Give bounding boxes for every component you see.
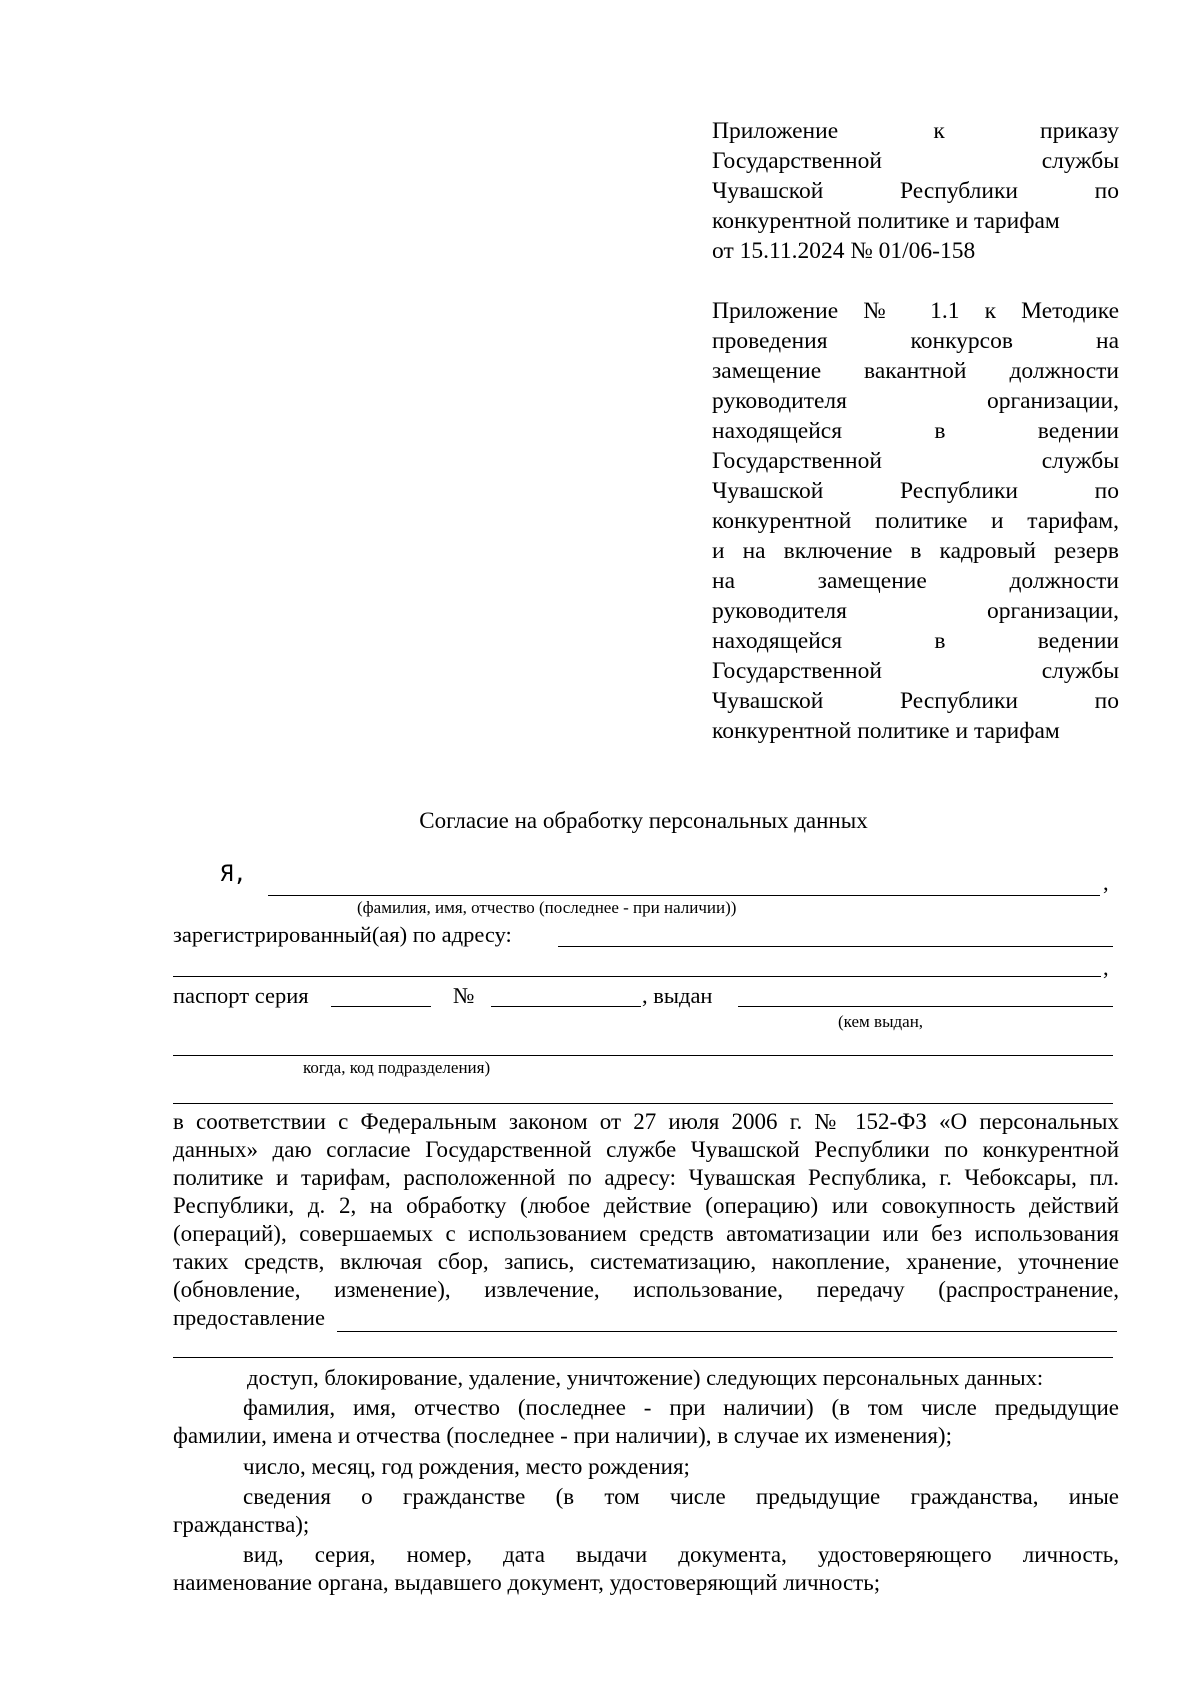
issued-by-field-continued[interactable] xyxy=(173,1055,1113,1056)
appendix-methodology-reference xyxy=(712,296,1119,746)
item-line: сведения о гражданстве (в том числе предыдущие гражданства, иные xyxy=(243,1484,1119,1509)
personal-data-item xyxy=(173,1394,1119,1450)
consent-line: (операций), совершаемых с использованием средств автоматизации или без использования xyxy=(173,1221,1119,1246)
header2-line: Государственной службы xyxy=(712,658,1119,684)
header1-line: Приложение к приказу xyxy=(712,118,1119,144)
consent-line: данных» даю согласие Государственной службе Чувашской Республики по конкурентной xyxy=(173,1137,1119,1162)
provision-field-continued[interactable] xyxy=(173,1357,1113,1358)
consent-line: политике и тарифам, расположенной по адресу: Чувашская Республика, г. Чебоксары, пл. xyxy=(173,1165,1119,1190)
issued-label: , выдан xyxy=(642,983,713,1008)
header2-line: проведения конкурсов на xyxy=(712,328,1119,354)
address-field[interactable] xyxy=(558,946,1113,947)
consent-line: Республики, д. 2, на обработку (любое действие (операцию) или совокупность действий xyxy=(173,1193,1119,1218)
fio-field[interactable] xyxy=(268,895,1100,896)
consent-line: (обновление, изменение), извлечение, использование, передачу (распространение, xyxy=(173,1277,1119,1302)
address-field-continued[interactable] xyxy=(173,976,1101,977)
header2-line: Государственной службы xyxy=(712,448,1119,474)
item-line: наименование органа, выдавшего документ, удостоверяющий личность; xyxy=(173,1570,881,1595)
fio-hint: (фамилия, имя, отчество (последнее - при наличии)) xyxy=(357,898,737,917)
issued-by-hint: (кем выдан, xyxy=(838,1012,924,1031)
number-sign: № xyxy=(453,983,475,1008)
header1-line: Государственной службы xyxy=(712,148,1119,174)
comma: , xyxy=(1103,870,1109,895)
document-title: Согласие на обработку персональных данных xyxy=(419,808,868,833)
header2-line: руководителя организации, xyxy=(712,388,1119,414)
header2-line: Приложение № 1.1 к Методике xyxy=(712,298,1119,324)
header2-line: и на включение в кадровый резерв xyxy=(712,538,1119,564)
consent-line: таких средств, включая сбор, запись, систематизацию, накопление, хранение, уточнение xyxy=(173,1249,1119,1274)
header1-line: конкурентной политике и тарифам xyxy=(712,208,1060,234)
header1-line: от 15.11.2024 № 01/06-158 xyxy=(712,238,976,264)
passport-series-label: паспорт серия xyxy=(173,983,309,1008)
passport-series-field[interactable] xyxy=(331,1006,431,1007)
consent-line: в соответствии с Федеральным законом от 27 июля 2006 г. № 152-ФЗ «О персональных xyxy=(173,1109,1119,1134)
issued-details-field[interactable] xyxy=(173,1103,1113,1104)
consent-paragraph xyxy=(173,1108,1119,1304)
provision-field[interactable] xyxy=(337,1331,1117,1332)
header2-line: конкурентной политике и тарифам, xyxy=(712,508,1119,534)
header2-line: находящейся в ведении xyxy=(712,418,1119,444)
header2-line: Чувашской Республики по xyxy=(712,478,1119,504)
personal-data-item xyxy=(173,1483,1119,1539)
provision-label: предоставление xyxy=(173,1305,325,1330)
personal-data-item xyxy=(173,1453,1119,1481)
header2-line: замещение вакантной должности xyxy=(712,358,1119,384)
item-line: вид, серия, номер, дата выдачи документа, удостоверяющего личность, xyxy=(243,1542,1119,1567)
header2-line: конкурентной политике и тарифам xyxy=(712,718,1060,744)
header2-line: Чувашской Республики по xyxy=(712,688,1119,714)
header2-line: находящейся в ведении xyxy=(712,628,1119,654)
personal-data-item xyxy=(173,1541,1119,1597)
item-line: гражданства); xyxy=(173,1512,310,1537)
comma: , xyxy=(1103,955,1109,980)
access-line: доступ, блокирование, удаление, уничтожение) следующих персональных данных: xyxy=(247,1365,1044,1390)
issued-date-code-hint: когда, код подразделения) xyxy=(303,1058,491,1077)
item-line: число, месяц, год рождения, место рождения; xyxy=(243,1454,690,1479)
passport-number-field[interactable] xyxy=(491,1006,641,1007)
header1-line: Чувашской Республики по xyxy=(712,178,1119,204)
appendix-order-reference xyxy=(712,116,1119,266)
item-line: фамилия, имя, отчество (последнее - при наличии) (в том числе предыдущие xyxy=(243,1395,1119,1420)
header2-line: на замещение должности xyxy=(712,568,1119,594)
header2-line: руководителя организации, xyxy=(712,598,1119,624)
issued-by-field[interactable] xyxy=(738,1006,1113,1007)
registered-address-label: зарегистрированный(ая) по адресу: xyxy=(173,922,512,947)
ya-label: Я, xyxy=(220,862,247,887)
item-line: фамилии, имена и отчества (последнее - при наличии), в случае их изменения); xyxy=(173,1423,952,1448)
